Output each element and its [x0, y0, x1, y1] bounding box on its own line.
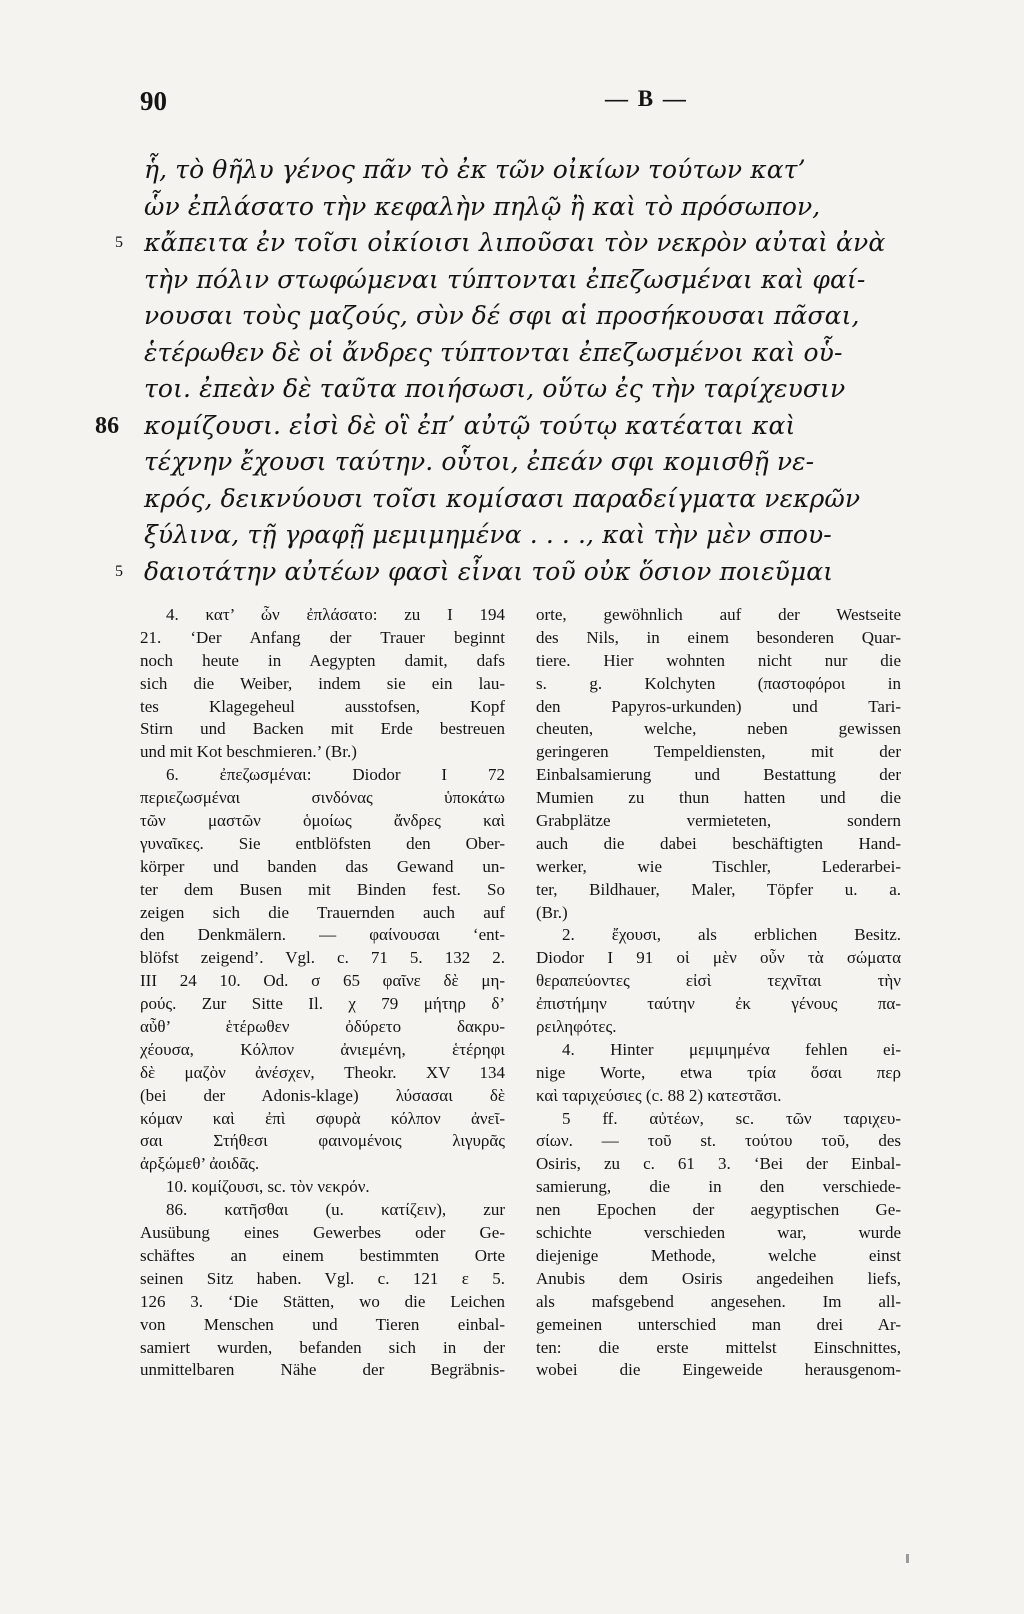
note-line: blöfst zeigend’. Vgl. c. 71 5. 132 2. [140, 948, 505, 968]
note-line: schäftes an einem bestimmten Orte [140, 1245, 505, 1265]
main-text-content: κἄπειτα ἐν τοῖσι οἰκίοισι λιποῦσαι τὸν νεκρὸν αὐταὶ ἀνὰ [144, 228, 886, 257]
main-text-content: δαιοτάτην αὐτέων φασὶ εἶναι τοῦ οὐκ ὅσιον ποιεῦμαι [144, 556, 834, 586]
page-number: 90 [140, 86, 167, 116]
note-line: σαι Στήθεσι φαινομένοις λιγυρᾶς [140, 1131, 505, 1151]
note-line: des Nils, in einem besonderen Quar- [536, 627, 901, 647]
note-line: zeigen sich die Trauernden auch auf [140, 902, 505, 922]
note-line: III 24 10. Od. σ 65 φαῖνε δὲ μη- [140, 971, 505, 991]
note-line: sich die Weiber, indem sie ein lau- [140, 673, 505, 693]
page-header [140, 86, 920, 122]
main-text-content: ἧ, τὸ θῆλυ γένος πᾶν τὸ ἐκ τῶν οἰκίων τούτων κατ’ [144, 155, 806, 184]
main-text-content: τὴν πόλιν στωφώμεναι τύπτονται ἐπεζωσμέναι καὶ φαί- [144, 264, 866, 294]
note-line: werker, wie Tischler, Lederarbei- [536, 856, 901, 876]
main-text-line [144, 517, 924, 554]
main-text-line [115, 225, 924, 262]
note-line: 126 3. ‘Die Stätten, wo die Leichen [140, 1291, 505, 1311]
note-line: καὶ ταριχεύσιες (c. 88 2) κατεστᾶσι. [536, 1085, 782, 1105]
main-text-line [144, 298, 924, 335]
note-line: ἀρξώμεθ’ ἀοιδᾶς. [140, 1154, 260, 1174]
note-line: ρειληφότες. [536, 1017, 617, 1037]
running-head: — B — [605, 86, 688, 111]
note-line: κόμαν καὶ ἐπὶ σφυρὰ κόλπον ἀνεῖ- [140, 1108, 505, 1128]
note-line: τῶν μαστῶν ὁμοίως ἄνδρες καὶ [140, 811, 505, 831]
note-line: nige Worte, etwa τρία ὅσαι περ [536, 1062, 901, 1082]
note-line: und mit Kot beschmieren.’ (Br.) [140, 742, 357, 762]
main-text-line [144, 481, 924, 518]
note-line: noch heute in Aegypten damit, dafs [140, 650, 505, 670]
note-line: unmittelbaren Nähe der Begräbnis- [140, 1360, 505, 1380]
note-line: σίων. — τοῦ st. τούτου τοῦ, des [536, 1131, 901, 1151]
main-text-line [144, 152, 924, 189]
note-line: wobei die Eingeweide herausgenom- [536, 1360, 901, 1380]
line-number: 5 [115, 562, 124, 580]
chapter-number: 86 [95, 412, 120, 439]
note-line: ter dem Busen mit Binden fest. So [140, 879, 505, 899]
note-line: tes Klagegeheul ausstofsen, Kopf [140, 696, 505, 716]
note-line: Mumien zu thun hatten und die [536, 788, 901, 808]
main-text-content: κομίζουσι. εἰσὶ δὲ οἳ ἐπ’ αὐτῷ τούτῳ κατέαται καὶ [144, 410, 796, 440]
note-line: Anubis dem Osiris angedeihen liefs, [536, 1268, 901, 1288]
note-line: 6. ἐπεζωσμέναι: Diodor I 72 [166, 765, 505, 785]
main-text-line [144, 371, 924, 408]
note-line: 21. ‘Der Anfang der Trauer beginnt [140, 627, 505, 647]
note-line: Stirn und Backen mit Erde bestreuen [140, 719, 505, 739]
note-line: auch die dabei beschäftigten Hand- [536, 833, 901, 853]
note-line: von Menschen und Tieren einbal- [140, 1314, 505, 1334]
note-line: περιεζωσμέναι σινδόνας ὑποκάτω [140, 788, 505, 808]
line-number: 5 [115, 234, 124, 251]
main-text-line [144, 189, 924, 226]
note-line: ter, Bildhauer, Maler, Töpfer u. a. [536, 879, 901, 899]
main-text-content: ξύλινα, τῇ γραφῇ μεμιμημένα . . . ., καὶ τὴν μὲν σπου- [144, 520, 832, 549]
note-line: 2. ἔχουσι, als erblichen Besitz. [562, 925, 901, 945]
note-line: den Denkmälern. — φαίνουσαι ‘ent- [140, 925, 505, 945]
note-line: Grabplätze vermieteten, sondern [536, 811, 901, 831]
note-line: schichte verschieden war, wurde [536, 1223, 901, 1243]
main-text-line [144, 262, 924, 299]
note-line: samierung, die in den verschiede- [536, 1177, 901, 1197]
note-line: θεραπεύοντες εἰσὶ τεχνῖται τὴν [536, 971, 901, 991]
note-line: δὲ μαζὸν ἀνέσχεν, Theokr. XV 134 [140, 1062, 505, 1082]
note-line: ten: die erste mittelst Einschnittes, [536, 1337, 901, 1357]
note-line: gemeinen unterschied man drei Ar- [536, 1314, 901, 1334]
commentary-notes [140, 604, 930, 1394]
note-line: 86. κατῆσθαι (u. κατίζειν), zur [166, 1200, 505, 1220]
note-line: tiere. Hier wohnten nicht nur die [536, 650, 901, 670]
note-line: körper und banden das Gewand un- [140, 856, 505, 876]
note-line: Ausübung eines Gewerbes oder Ge- [140, 1223, 505, 1243]
note-line: 4. Hinter μεμιμημένα fehlen ei- [562, 1039, 901, 1059]
note-line: orte, gewöhnlich auf der Westseite [536, 605, 901, 624]
note-line: cheuten, welche, neben gewissen [536, 719, 901, 739]
note-line: seinen Sitz haben. Vgl. c. 121 ε 5. [140, 1268, 505, 1288]
note-line: ρούς. Zur Sitte Il. χ 79 μήτηρ δ’ [140, 994, 505, 1014]
note-line: Osiris, zu c. 61 3. ‘Bei der Einbal- [536, 1154, 901, 1174]
note-line: (Br.) [536, 902, 568, 922]
note-line: 4. κατ’ ὧν ἐπλάσατο: zu I 194 [166, 605, 505, 624]
main-text-line [144, 335, 924, 372]
main-text-content: ὧν ἐπλάσατο τὴν κεφαλὴν πηλῷ ἢ καὶ τὸ πρόσωπον, [144, 191, 821, 221]
greek-main-text [95, 152, 924, 590]
main-text-content: ἑτέρωθεν δὲ οἱ ἄνδρες τύπτονται ἐπεζωσμένοι καὶ οὗ- [144, 337, 843, 367]
note-line: Einbalsamierung und Bestattung der [536, 765, 901, 785]
paper-speck [906, 1554, 909, 1563]
notes-left-column [140, 604, 505, 1382]
note-line: ἐπιστήμην ταύτην ἐκ γένους πα- [536, 994, 901, 1014]
note-line: nen Epochen der aegyptischen Ge- [536, 1200, 901, 1220]
note-line: Diodor I 91 οἱ μὲν οὖν τὰ σώματα [536, 948, 901, 968]
main-text-content: κρός, δεικνύουσι τοῖσι κομίσασι παραδείγματα νεκρῶν [144, 483, 861, 513]
main-text-content: νουσαι τοὺς μαζούς, σὺν δέ σφι αἱ προσήκουσαι πᾶσαι, [144, 301, 860, 330]
note-line: als mafsgebend angesehen. Im all- [536, 1291, 901, 1311]
note-line: geringeren Tempeldiensten, mit der [536, 742, 901, 762]
notes-right-column [536, 604, 901, 1382]
main-text-content: τέχνην ἔχουσι ταύτην. οὗτοι, ἐπεάν σφι κομισθῇ νε- [144, 447, 815, 476]
note-line: den Papyros-urkunden) und Tari- [536, 696, 901, 716]
main-text-line [95, 408, 924, 445]
main-text-line [115, 554, 924, 591]
note-line: 5 ff. αὐτέων, sc. τῶν ταριχευ- [562, 1108, 901, 1128]
note-line: (bei der Adonis-klage) λύσασαι δὲ [140, 1085, 505, 1105]
note-line: γυναῖκες. Sie entblöfsten den Ober- [140, 833, 505, 853]
note-line: 10. κομίζουσι, sc. τὸν νεκρόν. [166, 1177, 370, 1197]
note-line: diejenige Methode, welche einst [536, 1245, 901, 1265]
main-text-line [144, 444, 924, 481]
note-line: χέουσα, Κόλπον ἀνιεμένη, ἑτέρηφι [140, 1039, 505, 1059]
note-line: αὖθ’ ἑτέρωθεν ὀδύρετο δακρυ- [140, 1017, 505, 1037]
note-line: s. g. Kolchyten (παστοφόροι in [536, 673, 901, 693]
note-line: samiert wurden, befanden sich in der [140, 1337, 505, 1357]
main-text-content: τοι. ἐπεὰν δὲ ταῦτα ποιήσωσι, οὕτω ἐς τὴν ταρίχευσιν [144, 374, 846, 403]
